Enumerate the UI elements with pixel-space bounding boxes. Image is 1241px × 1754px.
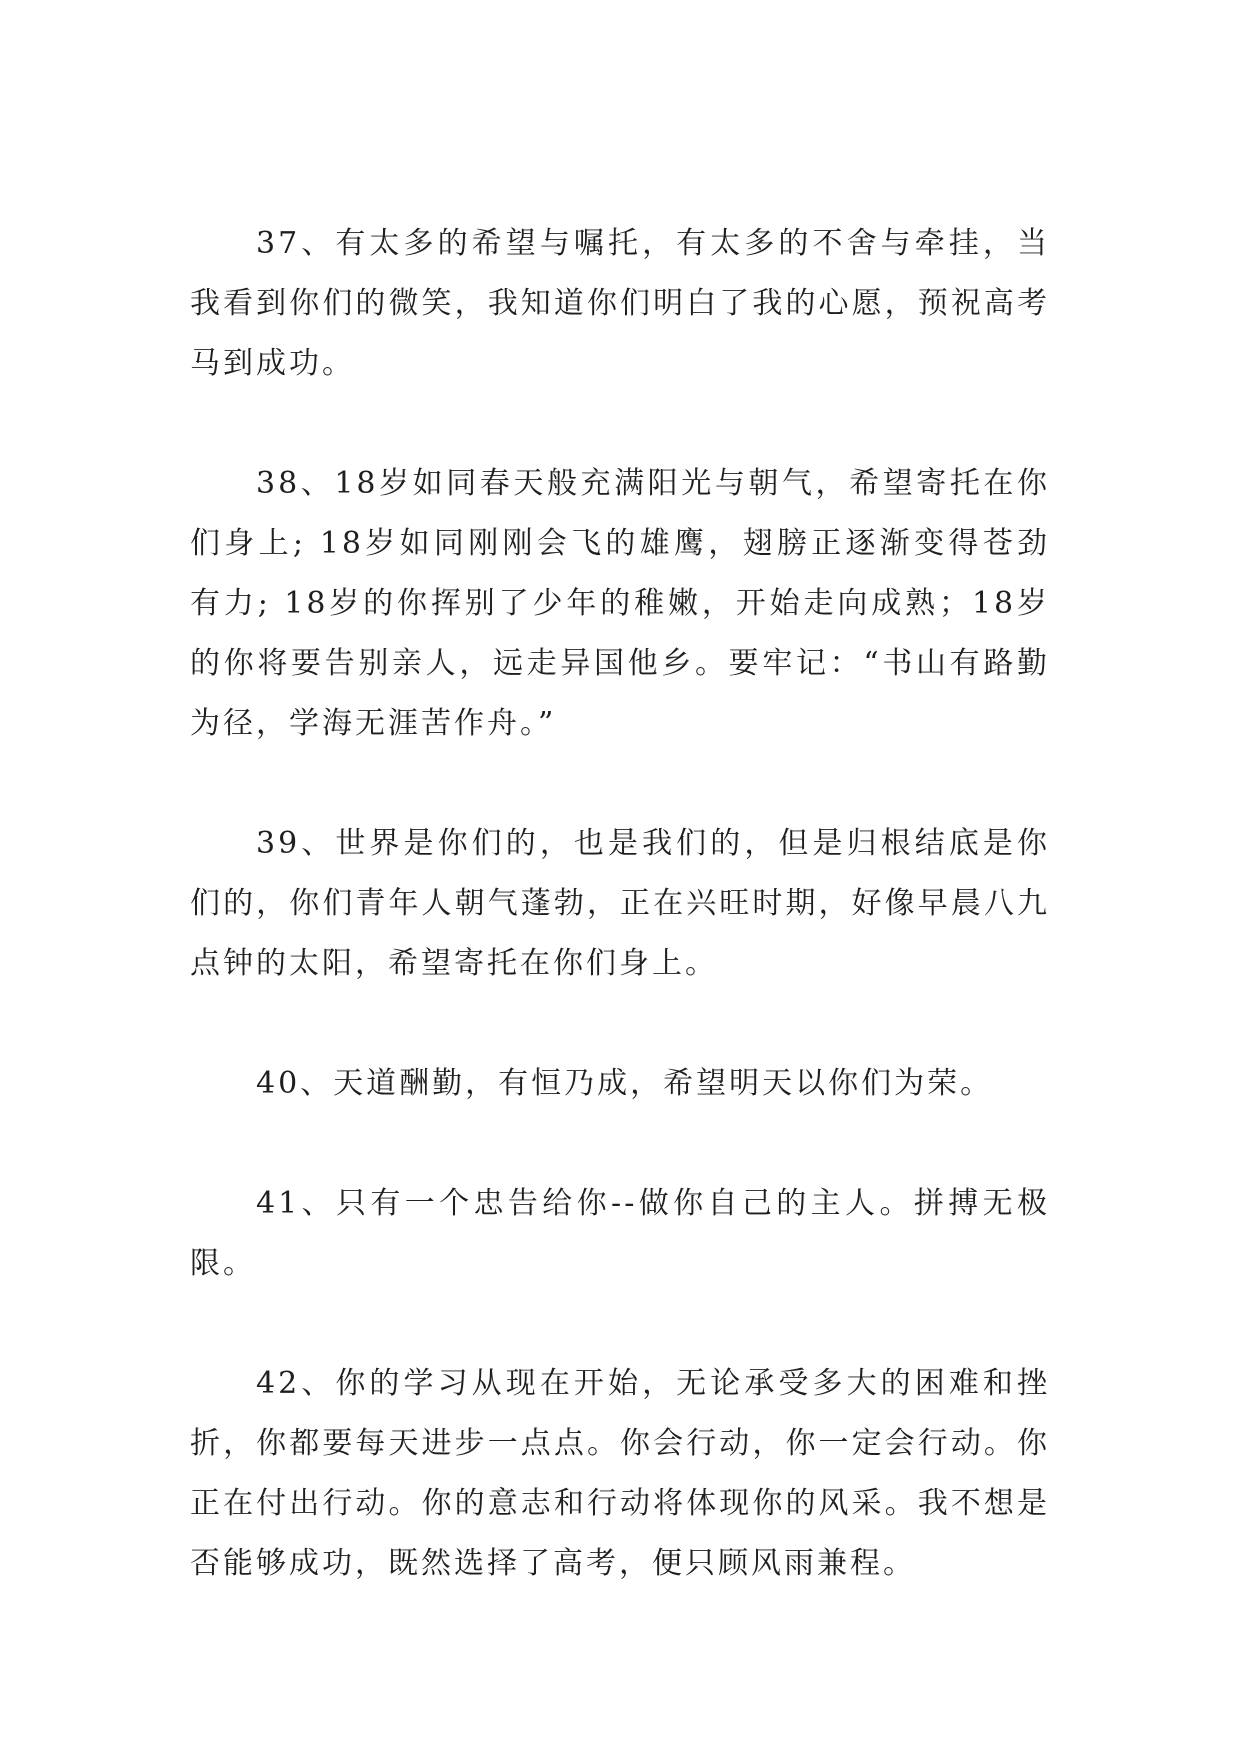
document-body xyxy=(190,214,1050,1654)
paragraph-37: 37、有太多的希望与嘱托，有太多的不舍与牵挂，当我看到你们的微笑，我知道你们明白了我的心愿，预祝高考马到成功。 xyxy=(190,226,1050,381)
paragraph-38: 38、18岁如同春天般充满阳光与朝气，希望寄托在你们身上; 18岁如同刚刚会飞的雄鹰，翅膀正逐渐变得苍劲有力; 18岁的你挥别了少年的稚嫩，开始走向成熟；18岁的你将要告别亲人，远走异国他乡。要牢记：“书山有路勤为径，学海无涯苦作舟。” xyxy=(190,466,1050,741)
paragraph-40: 40、天道酬勤，有恒乃成，希望明天以你们为荣。 xyxy=(256,1066,994,1101)
paragraph-42: 42、你的学习从现在开始，无论承受多大的困难和挫折，你都要每天进步一点点。你会行动，你一定会行动。你正在付出行动。你的意志和行动将体现你的风采。我不想是否能够成功，既然选择了高考，便只顾风雨兼程。 xyxy=(190,1366,1050,1581)
paragraph-41: 41、只有一个忠告给你--做你自己的主人。拼搏无极限。 xyxy=(190,1186,1050,1281)
paragraph-39: 39、世界是你们的，也是我们的，但是归根结底是你们的，你们青年人朝气蓬勃，正在兴旺时期，好像早晨八九点钟的太阳，希望寄托在你们身上。 xyxy=(190,826,1050,981)
